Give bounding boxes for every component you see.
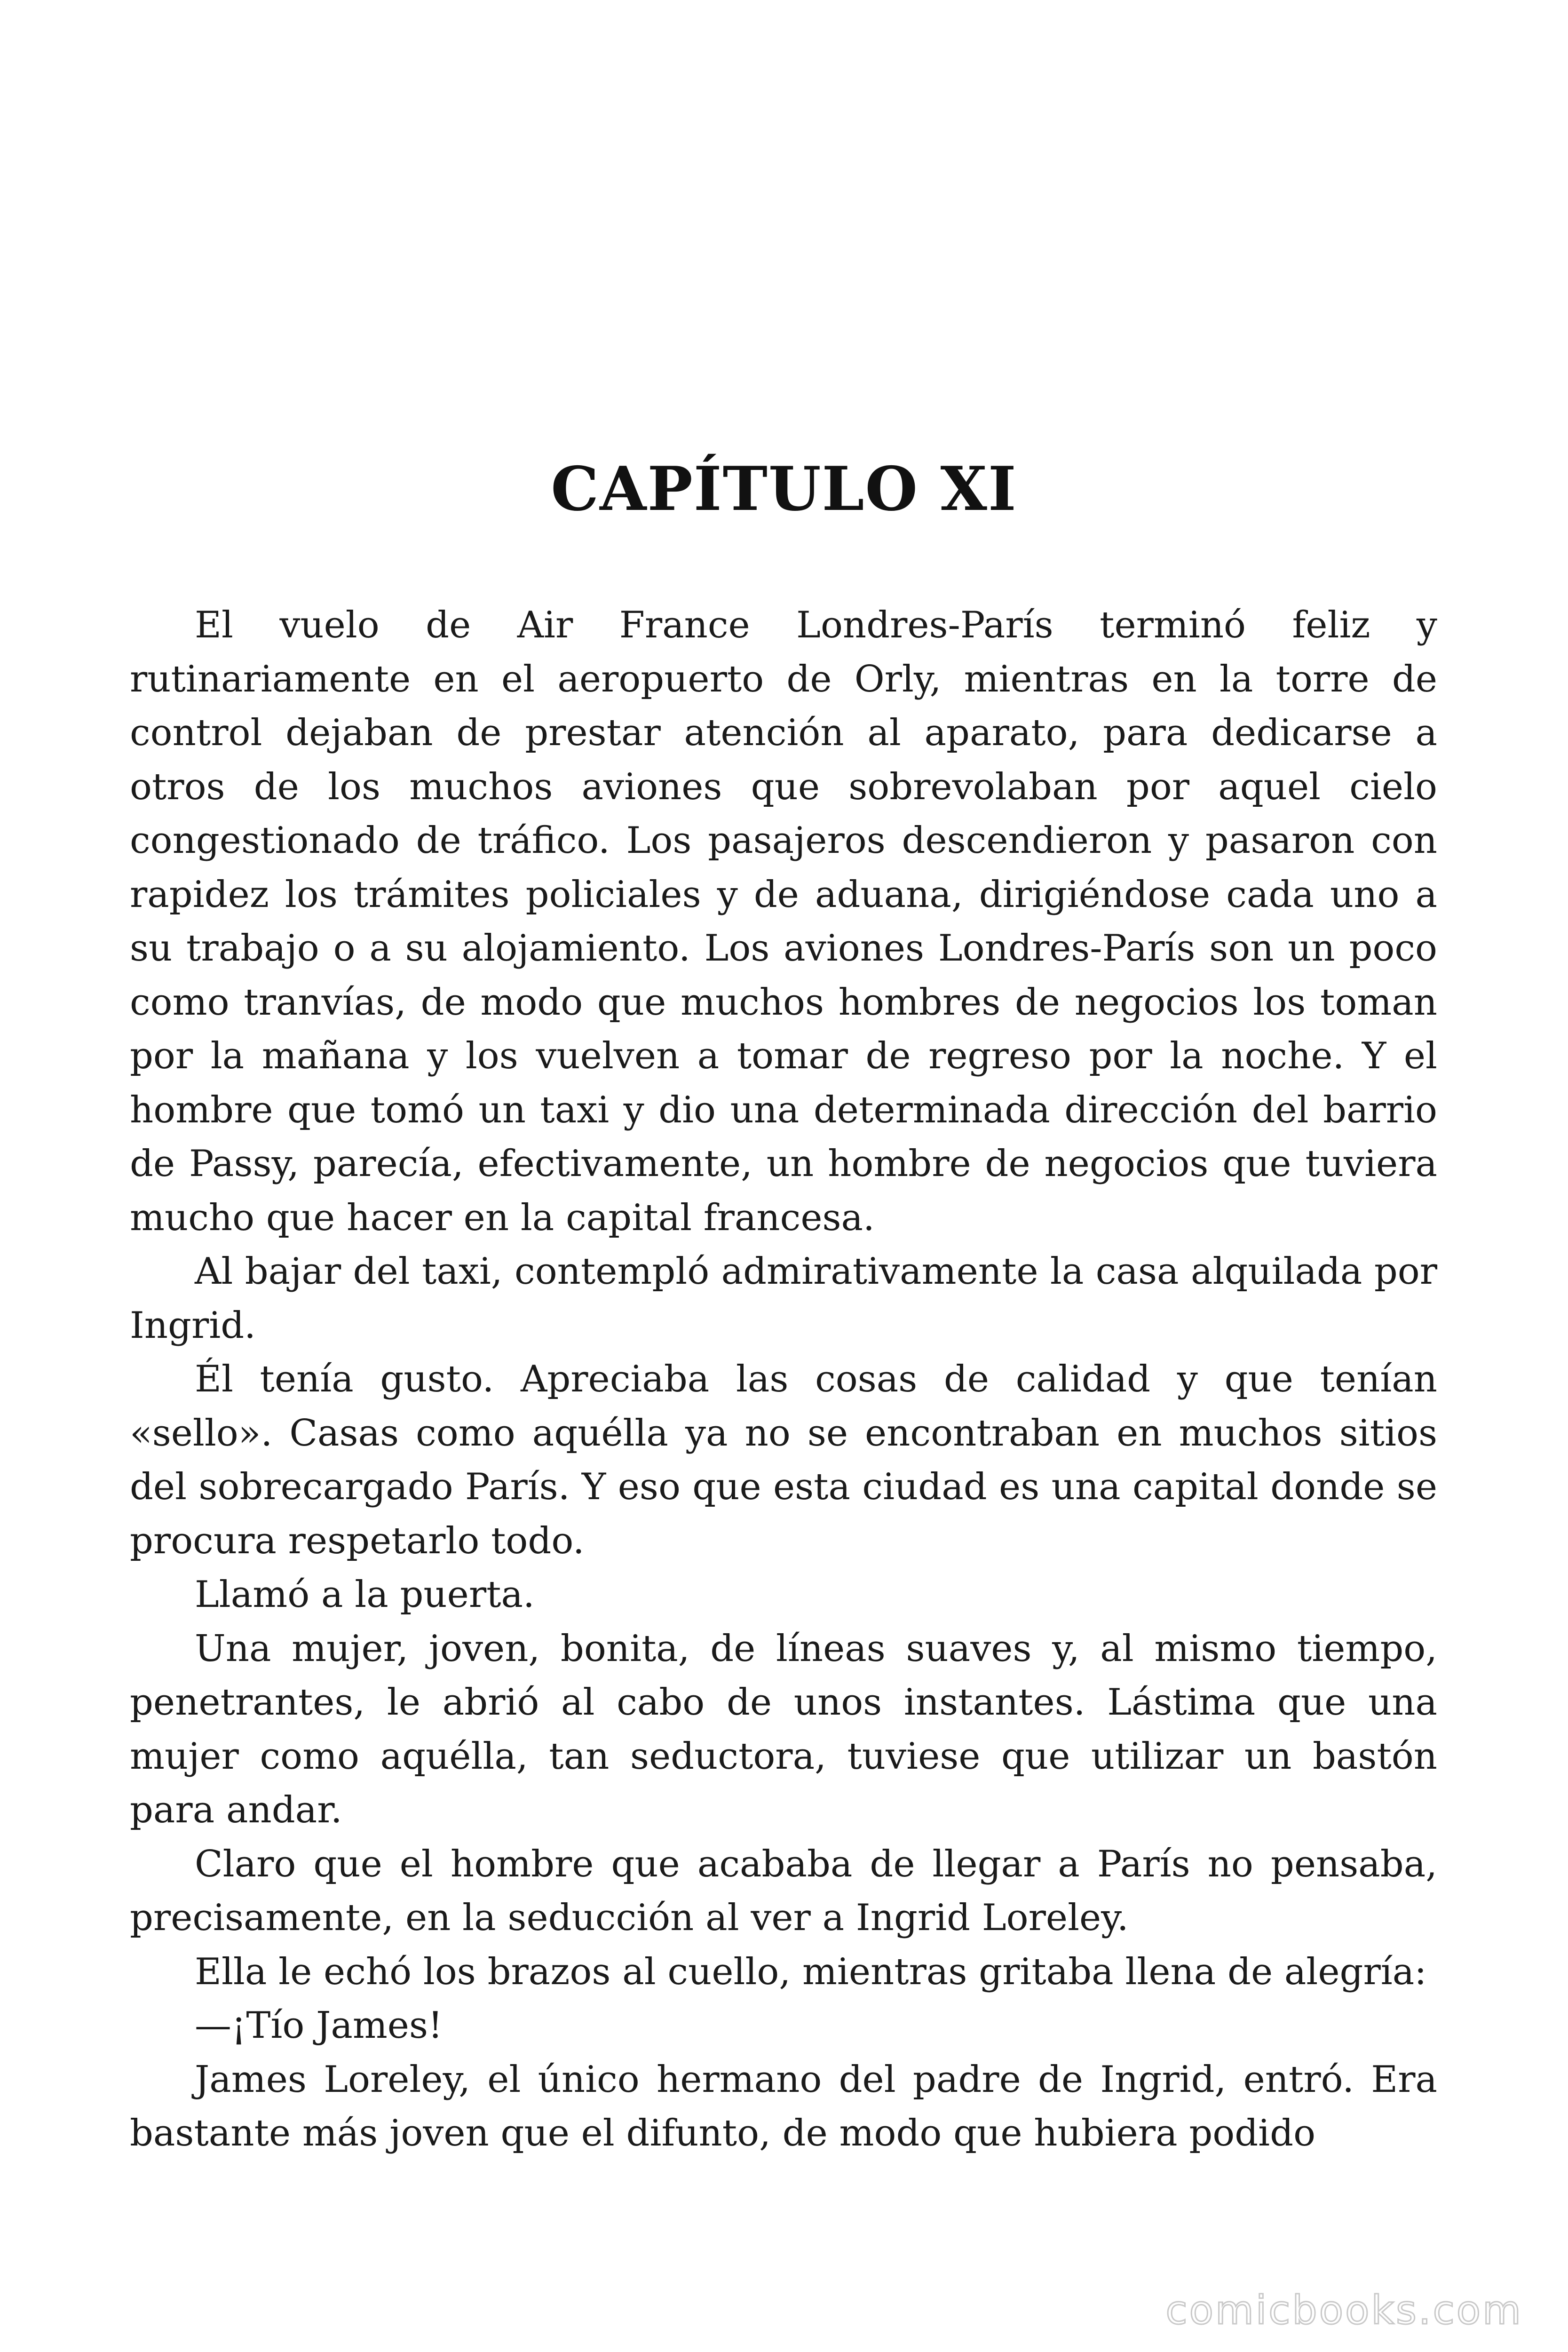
paragraph: Al bajar del taxi, contempló admirativamente la casa alquilada por Ingrid. [130, 1250, 1437, 1347]
paragraph: El vuelo de Air France Londres-París terminó feliz y rutinariamente en el aeropuerto de Orly, mientras en la torre de control dejaban de prestar atención al aparato, para dedicarse a otros de los muchos aviones que sobrevolaban por aquel cielo congestionado de tráfico. Los pasajeros descendieron y pasaron con rapidez los trámites policiales y de aduana, dirigiéndose cada uno a su trabajo o a su alojamiento. Los aviones Londres-París son un poco como tranvías, de modo que muchos hombres de negocios los toman por la mañana y los vuelven a tomar de regreso por la noche. Y el hombre que tomó un taxi y dio una determinada dirección del barrio de Passy, parecía, efectivamente, un hombre de negocios que tuviera mucho que hacer en la capital francesa. [130, 604, 1437, 1239]
paragraph: Claro que el hombre que acababa de llegar a París no pensaba, precisamente, en la seducción al ver a Ingrid Loreley. [130, 1843, 1437, 1939]
paragraph: Una mujer, joven, bonita, de líneas suaves y, al mismo tiempo, penetrantes, le abrió al cabo de unos instantes. Lástima que una mujer como aquélla, tan seductora, tuviese que utilizar un bastón para andar. [130, 1627, 1437, 1831]
paragraph: James Loreley, el único hermano del padre de Ingrid, entró. Era bastante más joven que el difunto, de modo que hubiera podido [130, 2058, 1437, 2154]
paragraph: Ella le echó los brazos al cuello, mientras gritaba llena de alegría: [195, 1950, 1427, 1993]
paragraph: Él tenía gusto. Apreciaba las cosas de calidad y que tenían «sello». Casas como aquélla ya no se encontraban en muchos sitios del sobrecargado París. Y eso que esta ciudad es una capital donde se procura respetarlo todo. [130, 1358, 1437, 1562]
paragraph: —¡Tío James! [195, 2004, 443, 2047]
watermark: comicbooks.com [1165, 2287, 1523, 2333]
chapter-body [130, 598, 1437, 2161]
paragraph: Llamó a la puerta. [195, 1573, 535, 1616]
chapter-title: CAPÍTULO XI [551, 454, 1017, 524]
